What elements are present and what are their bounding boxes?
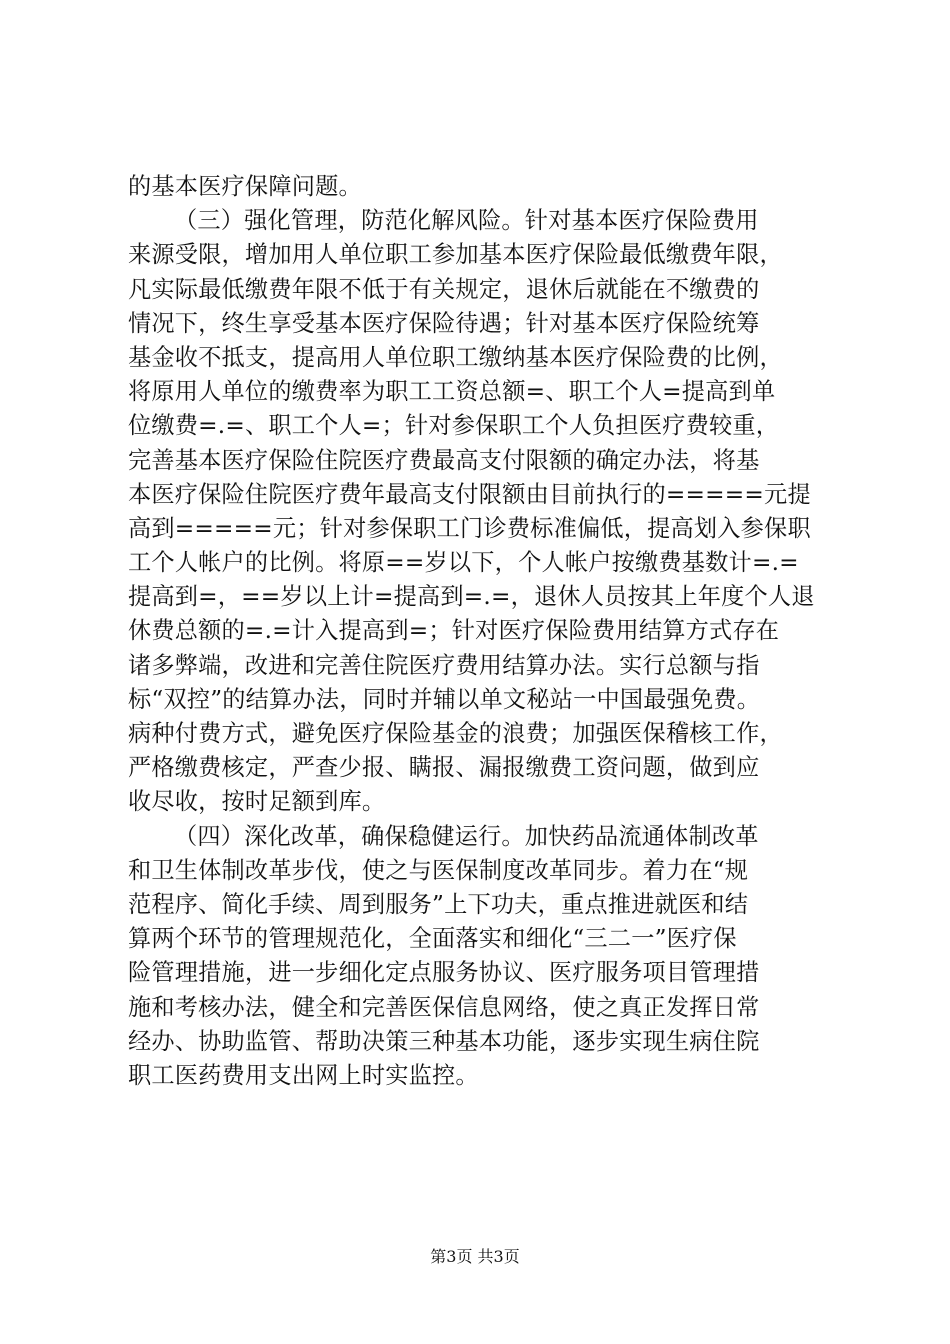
- text-line: 完善基本医疗保险住院医疗费最高支付限额的确定办法，将基: [128, 446, 760, 474]
- text-line: 位缴费=.=、职工个人=；针对参保职工个人负担医疗费较重，: [128, 412, 780, 440]
- text-line: 施和考核办法，健全和完善医保信息网络，使之真正发挥日常: [128, 993, 760, 1021]
- text-line: 的基本医疗保障问题。: [128, 173, 362, 200]
- text-line: 和卫生体制改革步伐，使之与医保制度改革同步。着力在“规: [128, 856, 749, 884]
- text-line: 算两个环节的管理规范化，全面落实和细化“三二一”医疗保: [128, 925, 737, 953]
- text-line: 基金收不抵支，提高用人单位职工缴纳基本医疗保险费的比例，: [128, 343, 783, 371]
- text-line: 工个人帐户的比例。将原==岁以下，个人帐户按缴费基数计=.=: [128, 549, 799, 577]
- text-line: 经办、协助监管、帮助决策三种基本功能，逐步实现生病住院: [128, 1027, 760, 1055]
- text-line: 职工医药费用支出网上时实监控。: [128, 1061, 479, 1089]
- text-line: （四）深化改革，确保稳健运行。加快药品流通体制改革: [174, 822, 759, 850]
- text-line: （三）强化管理，防范化解风险。针对基本医疗保险费用: [174, 207, 759, 235]
- text-line: 将原用人单位的缴费率为职工工资总额=、职工个人=提高到单: [128, 378, 776, 406]
- text-line: 险管理措施，进一步细化定点服务协议、医疗服务项目管理措: [128, 959, 760, 987]
- text-line: 来源受限，增加用人单位职工参加基本医疗保险最低缴费年限，: [128, 241, 783, 269]
- text-line: 标“双控”的结算办法，同时并辅以单文秘站一中国最强免费。: [128, 685, 761, 713]
- text-line: 凡实际最低缴费年限不低于有关规定，退休后就能在不缴费的: [128, 275, 760, 303]
- text-line: 诸多弊端，改进和完善住院医疗费用结算办法。实行总额与指: [128, 651, 760, 679]
- text-line: 休费总额的=.=计入提高到=；针对医疗保险费用结算方式存在: [128, 617, 780, 645]
- text-line: 本医疗保险住院医疗费年最高支付限额由目前执行的=====元提: [128, 480, 811, 508]
- text-line: 提高到=，==岁以上计=提高到=.=，退休人员按其上年度个人退: [128, 583, 815, 611]
- text-line: 范程序、简化手续、周到服务”上下功夫，重点推进就医和结: [128, 890, 749, 918]
- text-line: 情况下，终生享受基本医疗保险待遇；针对基本医疗保险统筹: [128, 309, 760, 337]
- text-line: 高到=====元；针对参保职工门诊费标准偏低，提高划入参保职: [128, 514, 811, 542]
- text-line: 病种付费方式，避免医疗保险基金的浪费；加强医保稽核工作，: [128, 720, 783, 747]
- body-text: [128, 170, 838, 1093]
- text-line: 收尽收，按时足额到库。: [128, 788, 386, 816]
- text-line: 严格缴费核定，严查少报、瞒报、漏报缴费工资问题，做到应: [128, 754, 760, 782]
- page-number-footer: 第3页 共3页: [430, 1247, 520, 1266]
